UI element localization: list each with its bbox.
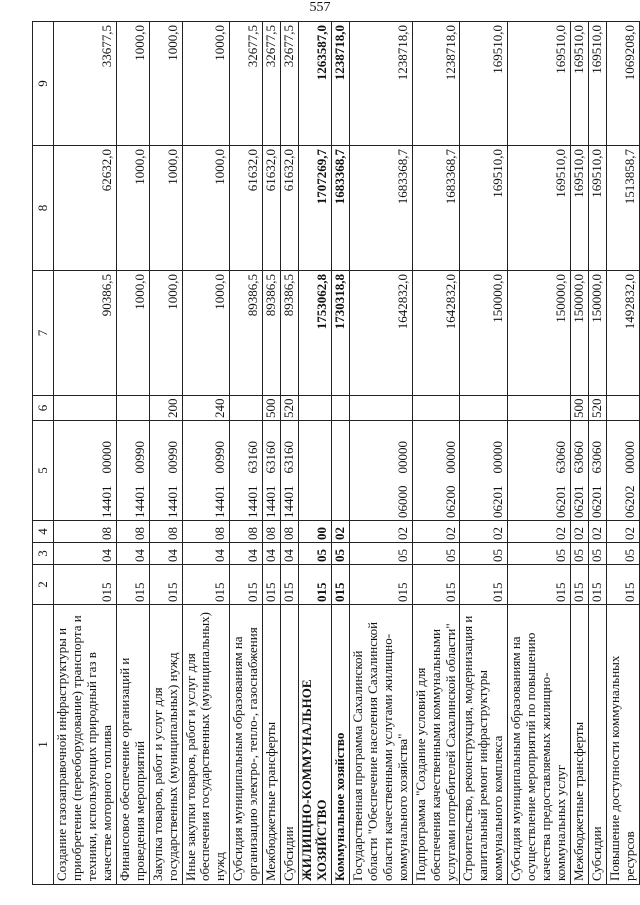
- header-col-5: 5: [33, 421, 54, 521]
- row-name-cell: Повышение доступности коммунальных ресурсов: [606, 605, 639, 885]
- row-section-cell: 05: [460, 543, 508, 565]
- row-subsection-cell: 02: [508, 521, 571, 543]
- row-amount-col9-cell: 169510,0: [508, 22, 571, 146]
- row-amount-col7-cell: 90386,5: [54, 271, 117, 396]
- target-article-part-2: 00990: [212, 441, 228, 474]
- target-article-part-1: 06201: [553, 485, 569, 518]
- target-article-part-1: 14401: [98, 485, 114, 518]
- row-amount-col8-cell: 61632,0: [281, 146, 299, 271]
- row-amount-col7-cell: 1753062,8: [299, 271, 332, 396]
- target-article-part-1: 14401: [245, 485, 261, 518]
- row-expense-type-cell: [606, 396, 639, 421]
- row-amount-col8-cell: 1513858,7: [606, 146, 639, 271]
- row-amount-col8-cell: 1683368,7: [331, 146, 349, 271]
- row-amount-col9-cell: 1238718,0: [412, 22, 460, 146]
- row-expense-type-cell: [508, 396, 571, 421]
- row-target-article-cell: [230, 421, 263, 521]
- target-article-part-1: 06202: [621, 485, 637, 518]
- header-col-3: 3: [33, 543, 54, 565]
- row-amount-col7-cell: 1000,0: [149, 271, 182, 396]
- row-target-article-cell: [588, 421, 606, 521]
- row-amount-col7-cell: 1000,0: [182, 271, 230, 396]
- row-section-cell: 04: [54, 543, 117, 565]
- row-section-cell: 05: [588, 543, 606, 565]
- row-amount-col8-cell: 169510,0: [571, 146, 589, 271]
- row-admin-code-cell: 015: [299, 565, 332, 605]
- target-article-part-2: 63060: [588, 441, 604, 474]
- row-amount-col7-cell: 89386,5: [230, 271, 263, 396]
- row-expense-type-cell: [116, 396, 149, 421]
- row-amount-col8-cell: 1000,0: [149, 146, 182, 271]
- target-article-part-2: 00990: [131, 441, 147, 474]
- row-admin-code-cell: 015: [54, 565, 117, 605]
- target-article-part-2: 00000: [394, 441, 410, 474]
- row-section-cell: 05: [508, 543, 571, 565]
- row-name-cell: ЖИЛИЩНО-КОММУНАЛЬНОЕ ХОЗЯЙСТВО: [299, 605, 332, 885]
- row-subsection-cell: 02: [331, 521, 349, 543]
- row-subsection-cell: 08: [116, 521, 149, 543]
- row-subsection-cell: 08: [182, 521, 230, 543]
- row-subsection-cell: 08: [281, 521, 299, 543]
- row-section-cell: 04: [182, 543, 230, 565]
- table-row: [588, 22, 606, 885]
- row-amount-col7-cell: 150000,0: [508, 271, 571, 396]
- row-amount-col8-cell: 1000,0: [116, 146, 149, 271]
- budget-table-container: [32, 22, 638, 885]
- header-col-1: 1: [33, 605, 54, 885]
- row-target-article-cell: [460, 421, 508, 521]
- row-admin-code-cell: 015: [571, 565, 589, 605]
- row-admin-code-cell: 015: [588, 565, 606, 605]
- target-article-part-2: 63060: [571, 441, 586, 474]
- row-target-article-cell: [281, 421, 299, 521]
- row-amount-col9-cell: 1238718,0: [349, 22, 412, 146]
- row-section-cell: 05: [606, 543, 639, 565]
- row-section-cell: 05: [331, 543, 349, 565]
- row-section-cell: 04: [281, 543, 299, 565]
- table-row: [281, 22, 299, 885]
- target-article-part-2: 63160: [245, 441, 261, 474]
- row-amount-col7-cell: 150000,0: [571, 271, 589, 396]
- row-target-article-cell: [299, 421, 332, 521]
- row-admin-code-cell: 015: [263, 565, 281, 605]
- header-col-7: 7: [33, 271, 54, 396]
- row-expense-type-cell: 520: [281, 396, 299, 421]
- table-row: [299, 22, 332, 885]
- table-row: [606, 22, 639, 885]
- row-amount-col8-cell: 61632,0: [263, 146, 281, 271]
- target-article-part-2: 63060: [553, 441, 569, 474]
- row-target-article-cell: [349, 421, 412, 521]
- row-admin-code-cell: 015: [349, 565, 412, 605]
- row-amount-col8-cell: 1000,0: [182, 146, 230, 271]
- row-subsection-cell: 00: [299, 521, 332, 543]
- row-expense-type-cell: [299, 396, 332, 421]
- row-amount-col8-cell: 1707269,7: [299, 146, 332, 271]
- row-subsection-cell: 02: [412, 521, 460, 543]
- target-article-part-1: 06201: [571, 485, 586, 518]
- row-expense-type-cell: [349, 396, 412, 421]
- row-subsection-cell: 08: [54, 521, 117, 543]
- target-article-part-1: 14401: [164, 485, 180, 518]
- header-col-6: 6: [33, 396, 54, 421]
- target-article-part-1: 06201: [588, 485, 604, 518]
- row-amount-col7-cell: 1492832,0: [606, 271, 639, 396]
- row-amount-col8-cell: 169510,0: [460, 146, 508, 271]
- row-amount-col9-cell: 1263587,0: [299, 22, 332, 146]
- row-section-cell: 05: [299, 543, 332, 565]
- row-subsection-cell: 02: [588, 521, 606, 543]
- row-admin-code-cell: 015: [149, 565, 182, 605]
- header-col-8: 8: [33, 146, 54, 271]
- row-expense-type-cell: 500: [571, 396, 589, 421]
- row-name-cell: Подпрограмма "Создание условий для обеспечения качественными коммунальными услугами потребителей Сахалинской области": [412, 605, 460, 885]
- row-admin-code-cell: 015: [606, 565, 639, 605]
- row-name-cell: Закупка товаров, работ и услуг для государственных (муниципальных) нужд: [149, 605, 182, 885]
- row-amount-col9-cell: 32677,5: [230, 22, 263, 146]
- table-row: [182, 22, 230, 885]
- row-name-cell: Субсидия муниципальным образованиям на организацию электро-, тепло-, газоснабжения: [230, 605, 263, 885]
- row-amount-col8-cell: 62632,0: [54, 146, 117, 271]
- row-admin-code-cell: 015: [281, 565, 299, 605]
- row-amount-col7-cell: 1642832,0: [349, 271, 412, 396]
- row-name-cell: Субсидии: [281, 605, 299, 885]
- row-subsection-cell: 08: [230, 521, 263, 543]
- table-row: [331, 22, 349, 885]
- row-target-article-cell: [263, 421, 281, 521]
- row-expense-type-cell: 500: [263, 396, 281, 421]
- row-amount-col8-cell: 1683368,7: [412, 146, 460, 271]
- row-target-article-cell: [412, 421, 460, 521]
- row-amount-col7-cell: 150000,0: [460, 271, 508, 396]
- header-col-4: 4: [33, 521, 54, 543]
- row-admin-code-cell: 015: [412, 565, 460, 605]
- row-target-article-cell: [182, 421, 230, 521]
- target-article-part-1: 14401: [212, 485, 228, 518]
- row-amount-col9-cell: 169510,0: [460, 22, 508, 146]
- target-article-part-2: 00000: [490, 441, 506, 474]
- table-row: [460, 22, 508, 885]
- row-subsection-cell: 02: [571, 521, 589, 543]
- row-section-cell: 05: [412, 543, 460, 565]
- row-name-cell: Субсидии: [588, 605, 606, 885]
- row-admin-code-cell: 015: [116, 565, 149, 605]
- row-section-cell: 05: [349, 543, 412, 565]
- row-amount-col7-cell: 150000,0: [588, 271, 606, 396]
- row-expense-type-cell: [460, 396, 508, 421]
- row-amount-col9-cell: 1238718,0: [331, 22, 349, 146]
- target-article-part-2: 63160: [281, 441, 297, 474]
- row-amount-col9-cell: 1000,0: [116, 22, 149, 146]
- budget-table: [32, 21, 640, 885]
- target-article-part-2: 63160: [263, 441, 279, 474]
- row-expense-type-cell: [412, 396, 460, 421]
- target-article-part-1: 06201: [490, 485, 506, 518]
- row-target-article-cell: [606, 421, 639, 521]
- row-subsection-cell: 08: [149, 521, 182, 543]
- row-admin-code-cell: 015: [230, 565, 263, 605]
- row-section-cell: 04: [149, 543, 182, 565]
- row-amount-col8-cell: 1683368,7: [349, 146, 412, 271]
- row-admin-code-cell: 015: [460, 565, 508, 605]
- row-subsection-cell: 08: [263, 521, 281, 543]
- row-amount-col7-cell: 89386,5: [281, 271, 299, 396]
- row-expense-type-cell: [331, 396, 349, 421]
- row-target-article-cell: [571, 421, 589, 521]
- table-row: [263, 22, 281, 885]
- row-name-cell: Создание газозаправочной инфраструктуры и приобретение (переоборудование) транспорта и техники, использующих природный газ в качестве моторного топлива: [54, 605, 117, 885]
- row-target-article-cell: [331, 421, 349, 521]
- target-article-part-1: 14401: [281, 485, 297, 518]
- row-amount-col7-cell: 89386,5: [263, 271, 281, 396]
- table-row: [54, 22, 117, 885]
- target-article-part-1: 06000: [394, 485, 410, 518]
- target-article-part-1: 14401: [131, 485, 147, 518]
- table-row: [116, 22, 149, 885]
- target-article-part-1: 14401: [263, 485, 279, 518]
- header-col-9: 9: [33, 22, 54, 146]
- row-target-article-cell: [54, 421, 117, 521]
- target-article-part-2: 00000: [98, 441, 114, 474]
- target-article-part-2: 00990: [164, 441, 180, 474]
- row-expense-type-cell: [54, 396, 117, 421]
- row-amount-col9-cell: 169510,0: [588, 22, 606, 146]
- row-subsection-cell: 02: [349, 521, 412, 543]
- table-row: [349, 22, 412, 885]
- row-name-cell: Иные закупки товаров, работ и услуг для обеспечения государственных (муниципальных) нужд: [182, 605, 230, 885]
- row-amount-col8-cell: 169510,0: [588, 146, 606, 271]
- row-target-article-cell: [508, 421, 571, 521]
- target-article-part-1: 06200: [442, 485, 458, 518]
- row-expense-type-cell: [230, 396, 263, 421]
- table-row: [412, 22, 460, 885]
- row-amount-col9-cell: 32677,5: [281, 22, 299, 146]
- row-section-cell: 05: [571, 543, 589, 565]
- header-col-2: 2: [33, 565, 54, 605]
- table-body: [54, 22, 640, 885]
- row-amount-col7-cell: 1000,0: [116, 271, 149, 396]
- row-amount-col7-cell: 1642832,0: [412, 271, 460, 396]
- target-article-part-2: 00000: [442, 441, 458, 474]
- row-name-cell: Межбюджетные трансферты: [571, 605, 589, 885]
- row-expense-type-cell: 520: [588, 396, 606, 421]
- row-amount-col7-cell: 1730318,8: [331, 271, 349, 396]
- row-expense-type-cell: 240: [182, 396, 230, 421]
- row-admin-code-cell: 015: [331, 565, 349, 605]
- row-amount-col9-cell: 32677,5: [263, 22, 281, 146]
- row-amount-col9-cell: 33677,5: [54, 22, 117, 146]
- row-name-cell: Финансовое обеспечение организаций и проведения мероприятий: [116, 605, 149, 885]
- row-admin-code-cell: 015: [508, 565, 571, 605]
- row-amount-col9-cell: 1069208,0: [606, 22, 639, 146]
- row-amount-col9-cell: 169510,0: [571, 22, 589, 146]
- row-section-cell: 04: [230, 543, 263, 565]
- row-name-cell: Государственная программа Сахалинской области "Обеспечение населения Сахалинской области качественными услугами жилищно-коммунального хозяйства": [349, 605, 412, 885]
- row-section-cell: 04: [263, 543, 281, 565]
- row-expense-type-cell: 200: [149, 396, 182, 421]
- table-row: [230, 22, 263, 885]
- row-target-article-cell: [149, 421, 182, 521]
- row-name-cell: Коммунальное хозяйство: [331, 605, 349, 885]
- row-amount-col8-cell: 169510,0: [508, 146, 571, 271]
- row-name-cell: Субсидия муниципальным образованиям на осуществление мероприятий по повышению качества предоставляемых жилищно-коммунальных услуг: [508, 605, 571, 885]
- row-name-cell: Строительство, реконструкция, модернизация и капитальный ремонт инфраструктуры коммунального комплекса: [460, 605, 508, 885]
- row-section-cell: 04: [116, 543, 149, 565]
- row-target-article-cell: [116, 421, 149, 521]
- row-admin-code-cell: 015: [182, 565, 230, 605]
- table-row: [571, 22, 589, 885]
- header-row: [33, 22, 54, 885]
- row-amount-col9-cell: 1000,0: [182, 22, 230, 146]
- row-name-cell: Межбюджетные трансферты: [263, 605, 281, 885]
- row-subsection-cell: 02: [460, 521, 508, 543]
- table-row: [508, 22, 571, 885]
- row-amount-col8-cell: 61632,0: [230, 146, 263, 271]
- row-subsection-cell: 02: [606, 521, 639, 543]
- page-number: 557: [309, 0, 331, 15]
- table-row: [149, 22, 182, 885]
- row-amount-col9-cell: 1000,0: [149, 22, 182, 146]
- target-article-part-2: 00000: [621, 441, 637, 474]
